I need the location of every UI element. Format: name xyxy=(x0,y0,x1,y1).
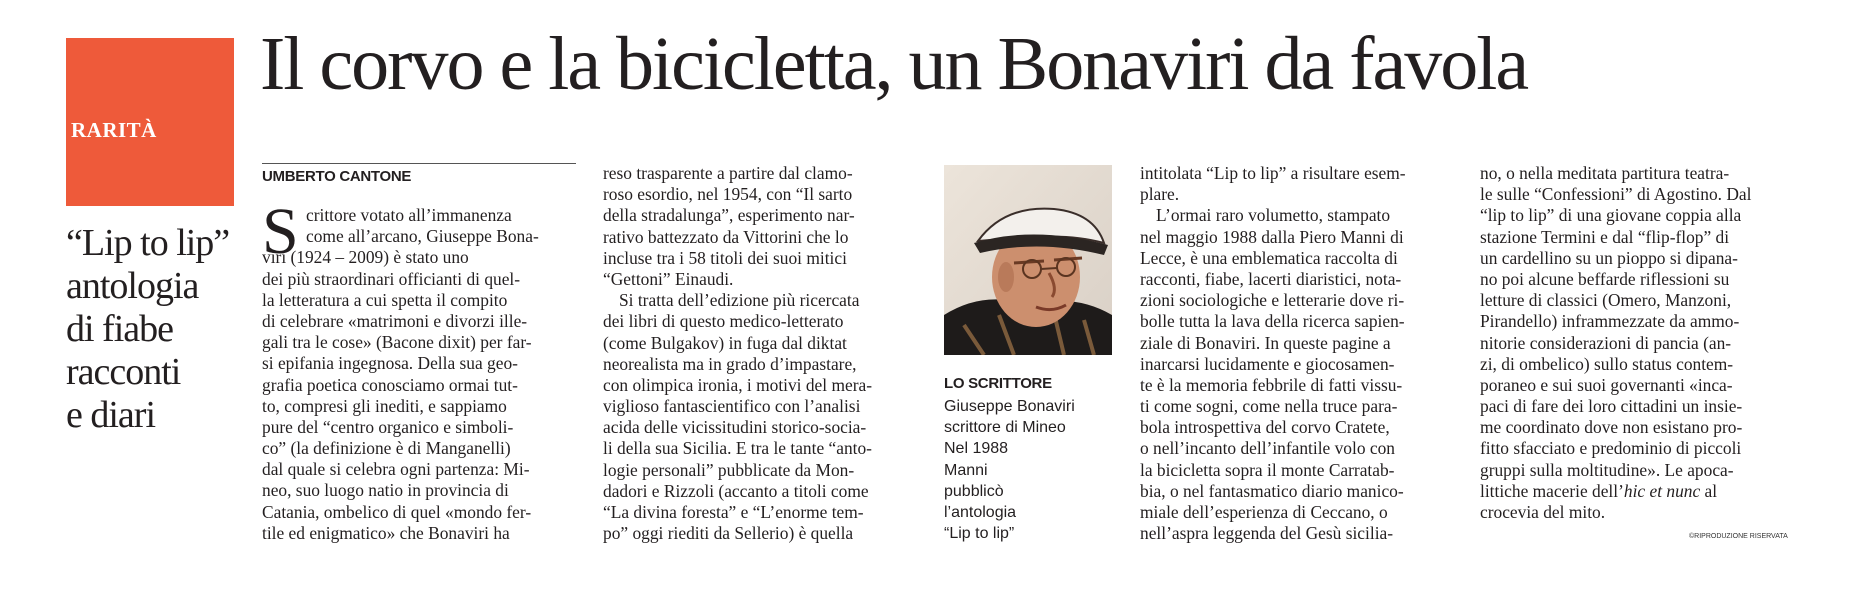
text-line: te è la memoria febbrile di fatti vissu- xyxy=(1140,374,1403,395)
section-label: RARITÀ xyxy=(71,118,157,142)
text-line: con olimpica ironia, i motivi del mera- xyxy=(603,374,872,395)
text-line: reso trasparente a partire dal clamo- xyxy=(603,163,853,183)
text-line: intitolata “Lip to lip” a risultare esem- xyxy=(1140,163,1406,183)
caption-title: LO SCRITTORE xyxy=(944,375,1052,392)
text-line: li della sua Sicilia. E tra le tante “anto- xyxy=(603,438,872,459)
text-line: dadori e Rizzoli (accanto a titoli come xyxy=(603,480,869,501)
deck-line: racconti xyxy=(66,351,181,393)
caption-line: Nel 1988 xyxy=(944,440,1009,458)
text-line: zioni sociologiche e letterarie dove ri- xyxy=(1140,290,1405,311)
text-line: crittore votato all’immanenza xyxy=(306,205,512,225)
text-line xyxy=(1480,481,1796,502)
text-line: nell’aspra leggenda del Gesù sicilia- xyxy=(1140,523,1394,544)
text-line: “lip to lip” di una giovane coppia alla xyxy=(1480,205,1742,226)
text-line: “Gettoni” Einaudi. xyxy=(603,268,734,289)
text-line: acida delle vicissitudini storico-socia- xyxy=(603,417,867,438)
text-line: dal quale si celebra ogni partenza: Mi- xyxy=(262,459,530,480)
article-column-4 xyxy=(1480,163,1796,523)
text-line: di celebrare «matrimoni e divorzi ille- xyxy=(262,310,528,331)
text-line: inarcarsi lucidamente e giocosamen- xyxy=(1140,353,1395,374)
text-line: Catania, ombelico di quel «mondo fer- xyxy=(262,501,532,522)
text-line: incluse tra i 58 titoli dei suoi mitici xyxy=(603,247,847,268)
text-line: fitto sfacciato e predominio di piccoli xyxy=(1480,438,1742,459)
text-line: nitorie considerazioni di pancia (an- xyxy=(1480,332,1732,353)
copyright-notice: ©RIPRODUZIONE RISERVATA xyxy=(1689,533,1788,540)
caption-line: l’antologia xyxy=(944,504,1017,522)
text-line: logie personali” pubblicate da Mon- xyxy=(603,459,855,480)
author-portrait-image xyxy=(944,165,1112,355)
text-line: bia, o nel fantasmatico diario manico- xyxy=(1140,480,1404,501)
article-column-3 xyxy=(1140,163,1456,544)
text-line: letture di classici (Omero, Manzoni, xyxy=(1480,290,1732,311)
text-line: roso esordio, nel 1954, con “Il sarto xyxy=(603,184,853,205)
deck-line: di fiabe xyxy=(66,308,174,350)
text-line: la letteratura a cui spetta il compito xyxy=(262,289,508,310)
caption-line: pubblicò xyxy=(944,482,1004,500)
text-line: no poi alcune beffarde riflessioni su xyxy=(1480,268,1730,289)
deck-line: “Lip to lip” xyxy=(66,222,230,264)
caption-line: scrittore di Mineo xyxy=(944,419,1066,437)
text-line: pure del “centro organico e simboli- xyxy=(262,416,514,437)
text-line: plare. xyxy=(1140,184,1180,205)
text-line: tile ed enigmatico» che Bonaviri ha xyxy=(262,522,510,543)
text-line: gruppi sulla moltitudine». Le apoca- xyxy=(1480,459,1734,480)
text-line: le sulle “Confessioni” di Agostino. Dal xyxy=(1480,184,1752,205)
text-line: bola introspettiva del corvo Cratete, xyxy=(1140,417,1390,438)
text-line: ti come sogni, come nella truce para- xyxy=(1140,396,1398,417)
text-line: paci di fare dei loro cittadini un insie- xyxy=(1480,396,1743,417)
text-line: me coordinato dove non esistano pro- xyxy=(1480,417,1743,438)
text-line: miale dell’esperienza di Ceccano, o xyxy=(1140,502,1388,522)
article-column-1 xyxy=(262,205,578,544)
text-line: gali tra le cose» (Bacone dixit) per far- xyxy=(262,332,532,353)
text-line: zi, di ombelico) sullo status contem- xyxy=(1480,353,1734,374)
text-line: un cardellino su un pioppo si dipana- xyxy=(1480,247,1738,268)
text-line: Pirandello) inframmezzate da ammo- xyxy=(1480,311,1740,332)
text-line: grafia poetica conosciamo ormai tut- xyxy=(262,374,518,395)
text-line: L’ormai raro volumetto, stampato xyxy=(1156,205,1391,226)
text-line: la bicicletta sopra il monte Carratab- xyxy=(1140,459,1395,480)
caption-line: Manni xyxy=(944,461,988,479)
text-run: littiche macerie dell’ xyxy=(1480,480,1624,501)
text-line: no, o nella meditata partitura teatra- xyxy=(1480,163,1730,183)
text-line: Lecce, è una emblematica raccolta di xyxy=(1140,247,1398,268)
deck-line: e diari xyxy=(66,394,156,436)
text-run: al xyxy=(1700,480,1718,501)
text-line: dei più straordinari officianti di quel- xyxy=(262,268,521,289)
text-line: o nell’incanto dell’infantile volo con xyxy=(1140,438,1395,459)
text-line: nel maggio 1988 dalla Piero Manni di xyxy=(1140,226,1404,247)
author-photo xyxy=(944,165,1112,355)
text-line: si epifania ingegnosa. Della sua geo- xyxy=(262,353,518,374)
byline: UMBERTO CANTONE xyxy=(262,168,412,185)
text-line: bolle tutta la lava della ricerca sapien- xyxy=(1140,311,1405,332)
deck-line: antologia xyxy=(66,265,199,307)
text-line: to, compresi gli inediti, e sappiamo xyxy=(262,395,507,416)
text-line: dei libri di questo medico-letterato xyxy=(603,311,844,332)
text-line: poraneo e sui suoi governanti «inca- xyxy=(1480,374,1733,395)
text-line: come all’arcano, Giuseppe Bona- xyxy=(306,226,539,247)
text-line: crocevia del mito. xyxy=(1480,502,1606,522)
italic-phrase: hic et nunc xyxy=(1623,480,1701,501)
text-line: neo, suo luogo natio in provincia di xyxy=(262,480,509,501)
text-line: co” (la definizione è di Manganelli) xyxy=(262,438,511,459)
text-line: della stradalunga”, esperimento nar- xyxy=(603,205,855,226)
photo-caption xyxy=(944,396,1075,544)
text-line: racconti, fiabe, lacerti diaristici, nota- xyxy=(1140,268,1402,289)
headline: Il corvo e la bicicletta, un Bonaviri da favola xyxy=(260,22,1528,106)
text-line: Si tratta dell’edizione più ricercata xyxy=(619,290,860,311)
caption-line: “Lip to lip” xyxy=(944,525,1015,543)
text-line: ziale di Bonaviri. In queste pagine a xyxy=(1140,332,1391,353)
text-line: “La divina foresta” e “L’enorme tem- xyxy=(603,502,864,522)
text-line: (come Bulgakov) in fuga dal diktat xyxy=(603,332,847,353)
text-line: viri (1924 – 2009) è stato uno xyxy=(262,247,469,268)
article-column-2 xyxy=(603,163,919,544)
dropcap: S xyxy=(262,195,299,268)
text-line: rativo battezzato da Vittorini che lo xyxy=(603,226,849,247)
text-line: viglioso fantascientifico con l’analisi xyxy=(603,396,861,417)
text-line: po” oggi riediti da Sellerio) è quella xyxy=(603,523,854,544)
section-label-box xyxy=(66,38,234,206)
deck xyxy=(66,222,236,437)
text-line: stazione Termini e dal “flip-flop” di xyxy=(1480,226,1730,247)
caption-line: Giuseppe Bonaviri xyxy=(944,398,1075,415)
text-line: neorealista ma in grado d’impastare, xyxy=(603,353,857,374)
byline-rule xyxy=(262,163,576,164)
